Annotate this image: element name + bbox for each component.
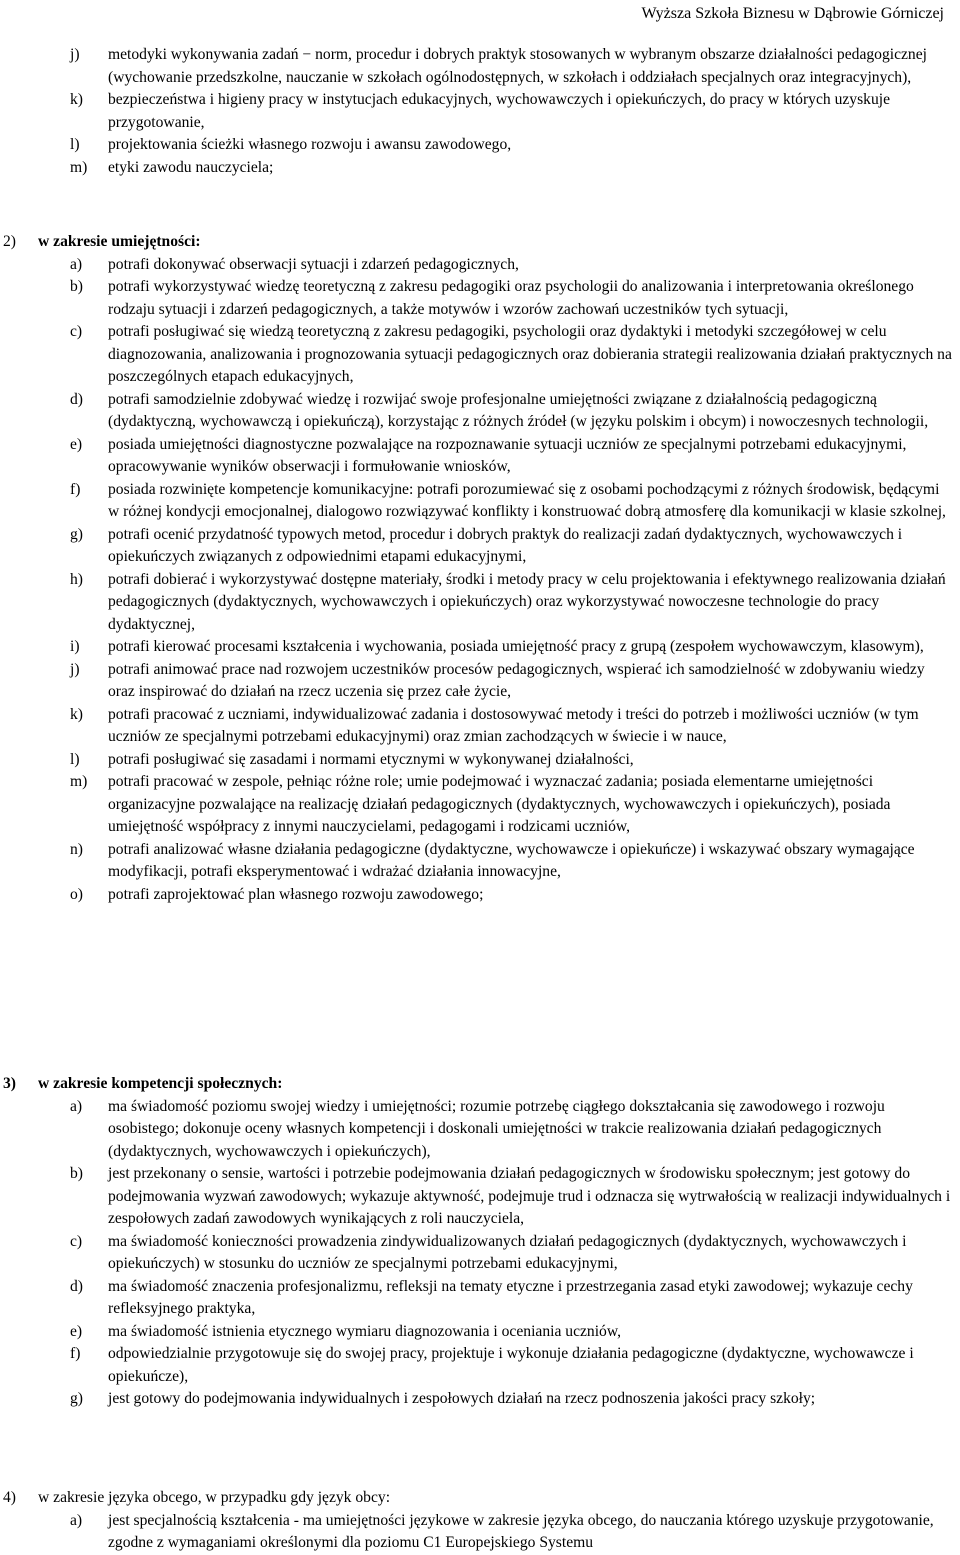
- item-text: potrafi pracować w zespole, pełniąc różne role; umie podejmować i wyznaczać zadania; posiada elementarne umiejętności organizacyjne pozwalające na realizację działań pedagogicznych (dydaktycznych, wychowawczych i opiekuńczych), posiada umiejętność współpracy z innymi nauczycielami, pedagogami i rodzicami uczniów,: [108, 773, 891, 835]
- list-item: [0, 659, 960, 704]
- item-text: potrafi animować prace nad rozwojem uczestników procesów pedagogicznych, wspierać ich samodzielność w zdobywaniu wiedzy oraz inspirować do działań na rzecz uczenia się przez całe życie,: [108, 660, 925, 700]
- item-text: potrafi pracować z uczniami, indywidualizować zadania i dostosowywać metody i treści do potrzeb i możliwości uczniów (w tym uczniów ze specjalnymi potrzebami edukacyjnymi) oraz zmian zachodzących w świecie i w nauce,: [108, 705, 919, 745]
- item-label: c): [70, 323, 83, 340]
- item-text: posiada rozwinięte kompetencje komunikacyjne: potrafi porozumiewać się z osobami pochodzącymi z różnych środowisk, będącymi w różnej kondycji emocjonalnej, dialogowo rozwiązywać konflikty i konstruować dobrą atmosferę dla komunikacji w klasie szkolnej,: [108, 480, 946, 520]
- list-item: [0, 749, 960, 772]
- item-label: m): [70, 773, 88, 790]
- list-item: [0, 1096, 960, 1164]
- list-item: [0, 44, 960, 89]
- section-title: w zakresie języka obcego, w przypadku gdy język obcy:: [38, 1489, 391, 1506]
- section-title: w zakresie kompetencji społecznych:: [38, 1075, 283, 1092]
- section-number: 3): [3, 1075, 16, 1092]
- section-2-skills: [0, 231, 960, 906]
- item-label: l): [70, 136, 80, 153]
- list-item: [0, 389, 960, 434]
- list-item: [0, 276, 960, 321]
- section-4-foreign-language: [0, 1487, 960, 1555]
- item-text: jest gotowy do podejmowania indywidualnych i zespołowych działań na rzecz podnoszenia jakości pracy szkoły;: [108, 1390, 816, 1407]
- list-item: [0, 704, 960, 749]
- item-label: e): [70, 1322, 83, 1340]
- list-item: [0, 1276, 960, 1321]
- item-text: ma świadomość istnienia etycznego wymiaru diagnozowania i oceniania uczniów,: [108, 1322, 621, 1340]
- section-heading: [0, 231, 960, 254]
- list-item: [0, 1510, 960, 1555]
- item-text: potrafi dokonywać obserwacji sytuacji i zdarzeń pedagogicznych,: [108, 255, 519, 273]
- item-label: j): [70, 660, 80, 678]
- item-text: ma świadomość poziomu swojej wiedzy i umiejętności; rozumie potrzebę ciągłego dokształcania się zawodowego i rozwoju osobistego; dokonuje oceny własnych kompetencji i doskonali umiejętności w trakcie realizowania działań pedagogicznych (dydaktycznych, wychowawczych i opiekuńczych),: [108, 1097, 885, 1160]
- item-text: odpowiedzialnie przygotowuje się do swojej pracy, projektuje i wykonuje działania pedagogiczne (dydaktyczne, wychowawcze i opiekuńcze),: [108, 1345, 914, 1385]
- item-label: d): [70, 390, 83, 408]
- list-item: [0, 1388, 960, 1411]
- list-item: [0, 157, 960, 180]
- item-label: b): [70, 278, 83, 295]
- item-text: ma świadomość znaczenia profesjonalizmu, refleksji na tematy etyczne i przestrzegania zasad etyki zawodowej; wykazuje cechy refleksyjnego praktyka,: [108, 1277, 913, 1317]
- list-item: [0, 134, 960, 157]
- page-header: Wyższa Szkoła Biznesu w Dąbrowie Górniczej: [641, 5, 944, 22]
- list-item: [0, 524, 960, 569]
- section-number: 4): [3, 1489, 16, 1506]
- section-title: w zakresie umiejętności:: [38, 233, 201, 250]
- item-label: f): [70, 1345, 81, 1362]
- section-heading: [0, 1487, 960, 1510]
- item-label: o): [70, 885, 83, 903]
- item-label: d): [70, 1277, 83, 1295]
- item-text: etyki zawodu nauczyciela;: [108, 158, 274, 176]
- list-item: [0, 321, 960, 389]
- item-label: m): [70, 158, 88, 176]
- list-item: [0, 89, 960, 134]
- item-text: metodyki wykonywania zadań − norm, procedur i dobrych praktyk stosowanych w wybranym obszarze działalności pedagogicznej (wychowanie przedszkolne, nauczanie w szkołach ogólnodostępnych, w szkołach i oddziałach specjalnych oraz integracyjnych),: [108, 46, 927, 86]
- item-text: bezpieczeństwa i higieny pracy w instytucjach edukacyjnych, wychowawczych i opiekuńczych, do pracy w których uzyskuje przygotowanie,: [108, 91, 891, 131]
- list-item: [0, 479, 960, 524]
- item-text: potrafi posługiwać się zasadami i normami etycznymi w wykonywanej działalności,: [108, 750, 634, 768]
- item-label: j): [70, 46, 80, 63]
- item-text: potrafi ocenić przydatność typowych metod, procedur i dobrych praktyk do realizacji zadań dydaktycznych, wychowawczych i opiekuńczych związanych z odpowiednimi etapami edukacyjnymi,: [108, 525, 903, 565]
- list-item: [0, 839, 960, 884]
- list-item: [0, 1163, 960, 1231]
- list-item: [0, 434, 960, 479]
- item-text: potrafi samodzielnie zdobywać wiedzę i rozwijać swoje profesjonalne umiejętności związane z działalnością pedagogiczną (dydaktyczną, wychowawczą i opiekuńczą), korzystając z różnych źródeł (w języku polskim i obcym) i nowoczesnych technologii,: [108, 390, 929, 430]
- item-label: c): [70, 1232, 83, 1250]
- section-number: 2): [3, 233, 16, 250]
- item-label: k): [70, 91, 83, 108]
- list-item: [0, 1321, 960, 1344]
- item-text: potrafi dobierać i wykorzystywać dostępne materiały, środki i metody pracy w celu projektowania i efektywnego realizowania działań pedagogicznych (dydaktycznych, wychowawczych i opiekuńczych) oraz wykorzystywać nowoczesne technologie do pracy dydaktycznej,: [108, 570, 946, 633]
- item-label: b): [70, 1165, 83, 1182]
- item-label: i): [70, 638, 80, 655]
- item-label: a): [70, 1511, 83, 1529]
- list-item: [0, 771, 960, 839]
- list-item: [0, 569, 960, 637]
- section-3-social-competences: [0, 1073, 960, 1411]
- item-text: ma świadomość konieczności prowadzenia zindywidualizowanych działań pedagogicznych (dydaktycznych, wychowawczych i opiekuńczych) w stosunku do uczniów ze specjalnymi potrzebami edukacyjnymi,: [108, 1232, 907, 1272]
- item-text: potrafi analizować własne działania pedagogiczne (dydaktyczne, wychowawcze i opiekuńcze) i wskazywać obszary wymagające modyfikacji, potrafi eksperymentować i wdrażać działania innowacyjne,: [108, 840, 915, 880]
- list-item: [0, 1231, 960, 1276]
- item-text: posiada umiejętności diagnostyczne pozwalające na rozpoznawanie sytuacji uczniów ze specjalnymi potrzebami edukacyjnymi, opracowywanie wyników obserwacji i formułowanie wniosków,: [108, 435, 907, 475]
- item-text: potrafi kierować procesami kształcenia i wychowania, posiada umiejętność pracy z grupą (zespołem wychowawczym, klasowym),: [108, 638, 924, 655]
- list-item: [0, 636, 960, 659]
- item-text: potrafi posługiwać się wiedzą teoretyczną z zakresu pedagogiki, psychologii oraz dydaktyki i metodyki szczegółowej w celu diagnozowania, analizowania i prognozowania sytuacji pedagogicznych oraz dobierania strategii realizowania działań praktycznych na poszczególnych etapach edukacyjnych,: [108, 323, 952, 385]
- item-text: jest przekonany o sensie, wartości i potrzebie podejmowania działań pedagogicznych w środowisku społecznym; jest gotowy do podejmowania wyzwań zawodowych; wykazuje aktywność, podejmuje trud i odznacza się wytrwałością w realizacji indywidualnych i zespołowych zadań zawodowych wynikających z roli nauczyciela,: [108, 1165, 951, 1227]
- item-label: h): [70, 570, 83, 588]
- section-1-continuation: [0, 44, 960, 179]
- item-label: g): [70, 525, 83, 543]
- item-text: potrafi zaprojektować plan własnego rozwoju zawodowego;: [108, 885, 484, 903]
- section-heading: [0, 1073, 960, 1096]
- list-item: [0, 1343, 960, 1388]
- item-label: f): [70, 480, 81, 498]
- list-item: [0, 254, 960, 277]
- item-label: e): [70, 435, 83, 453]
- item-text: potrafi wykorzystywać wiedzę teoretyczną z zakresu pedagogiki oraz psychologii do analizowania i interpretowania określonego rodzaju sytuacji i zdarzeń pedagogicznych, a także motywów i wzorów zachowań uczestników tych sytuacji,: [108, 278, 914, 318]
- item-text: jest specjalnością kształcenia - ma umiejętności językowe w zakresie języka obcego, do nauczania którego uzyskuje przygotowanie, zgodne z wymaganiami określonymi dla poziomu C1 Europejskiego Systemu: [108, 1511, 934, 1551]
- item-label: l): [70, 750, 80, 768]
- item-label: g): [70, 1390, 83, 1407]
- item-text: projektowania ścieżki własnego rozwoju i awansu zawodowego,: [108, 136, 512, 153]
- item-label: n): [70, 840, 83, 858]
- list-item: [0, 884, 960, 907]
- item-label: a): [70, 1097, 83, 1115]
- item-label: a): [70, 255, 83, 273]
- item-label: k): [70, 705, 83, 723]
